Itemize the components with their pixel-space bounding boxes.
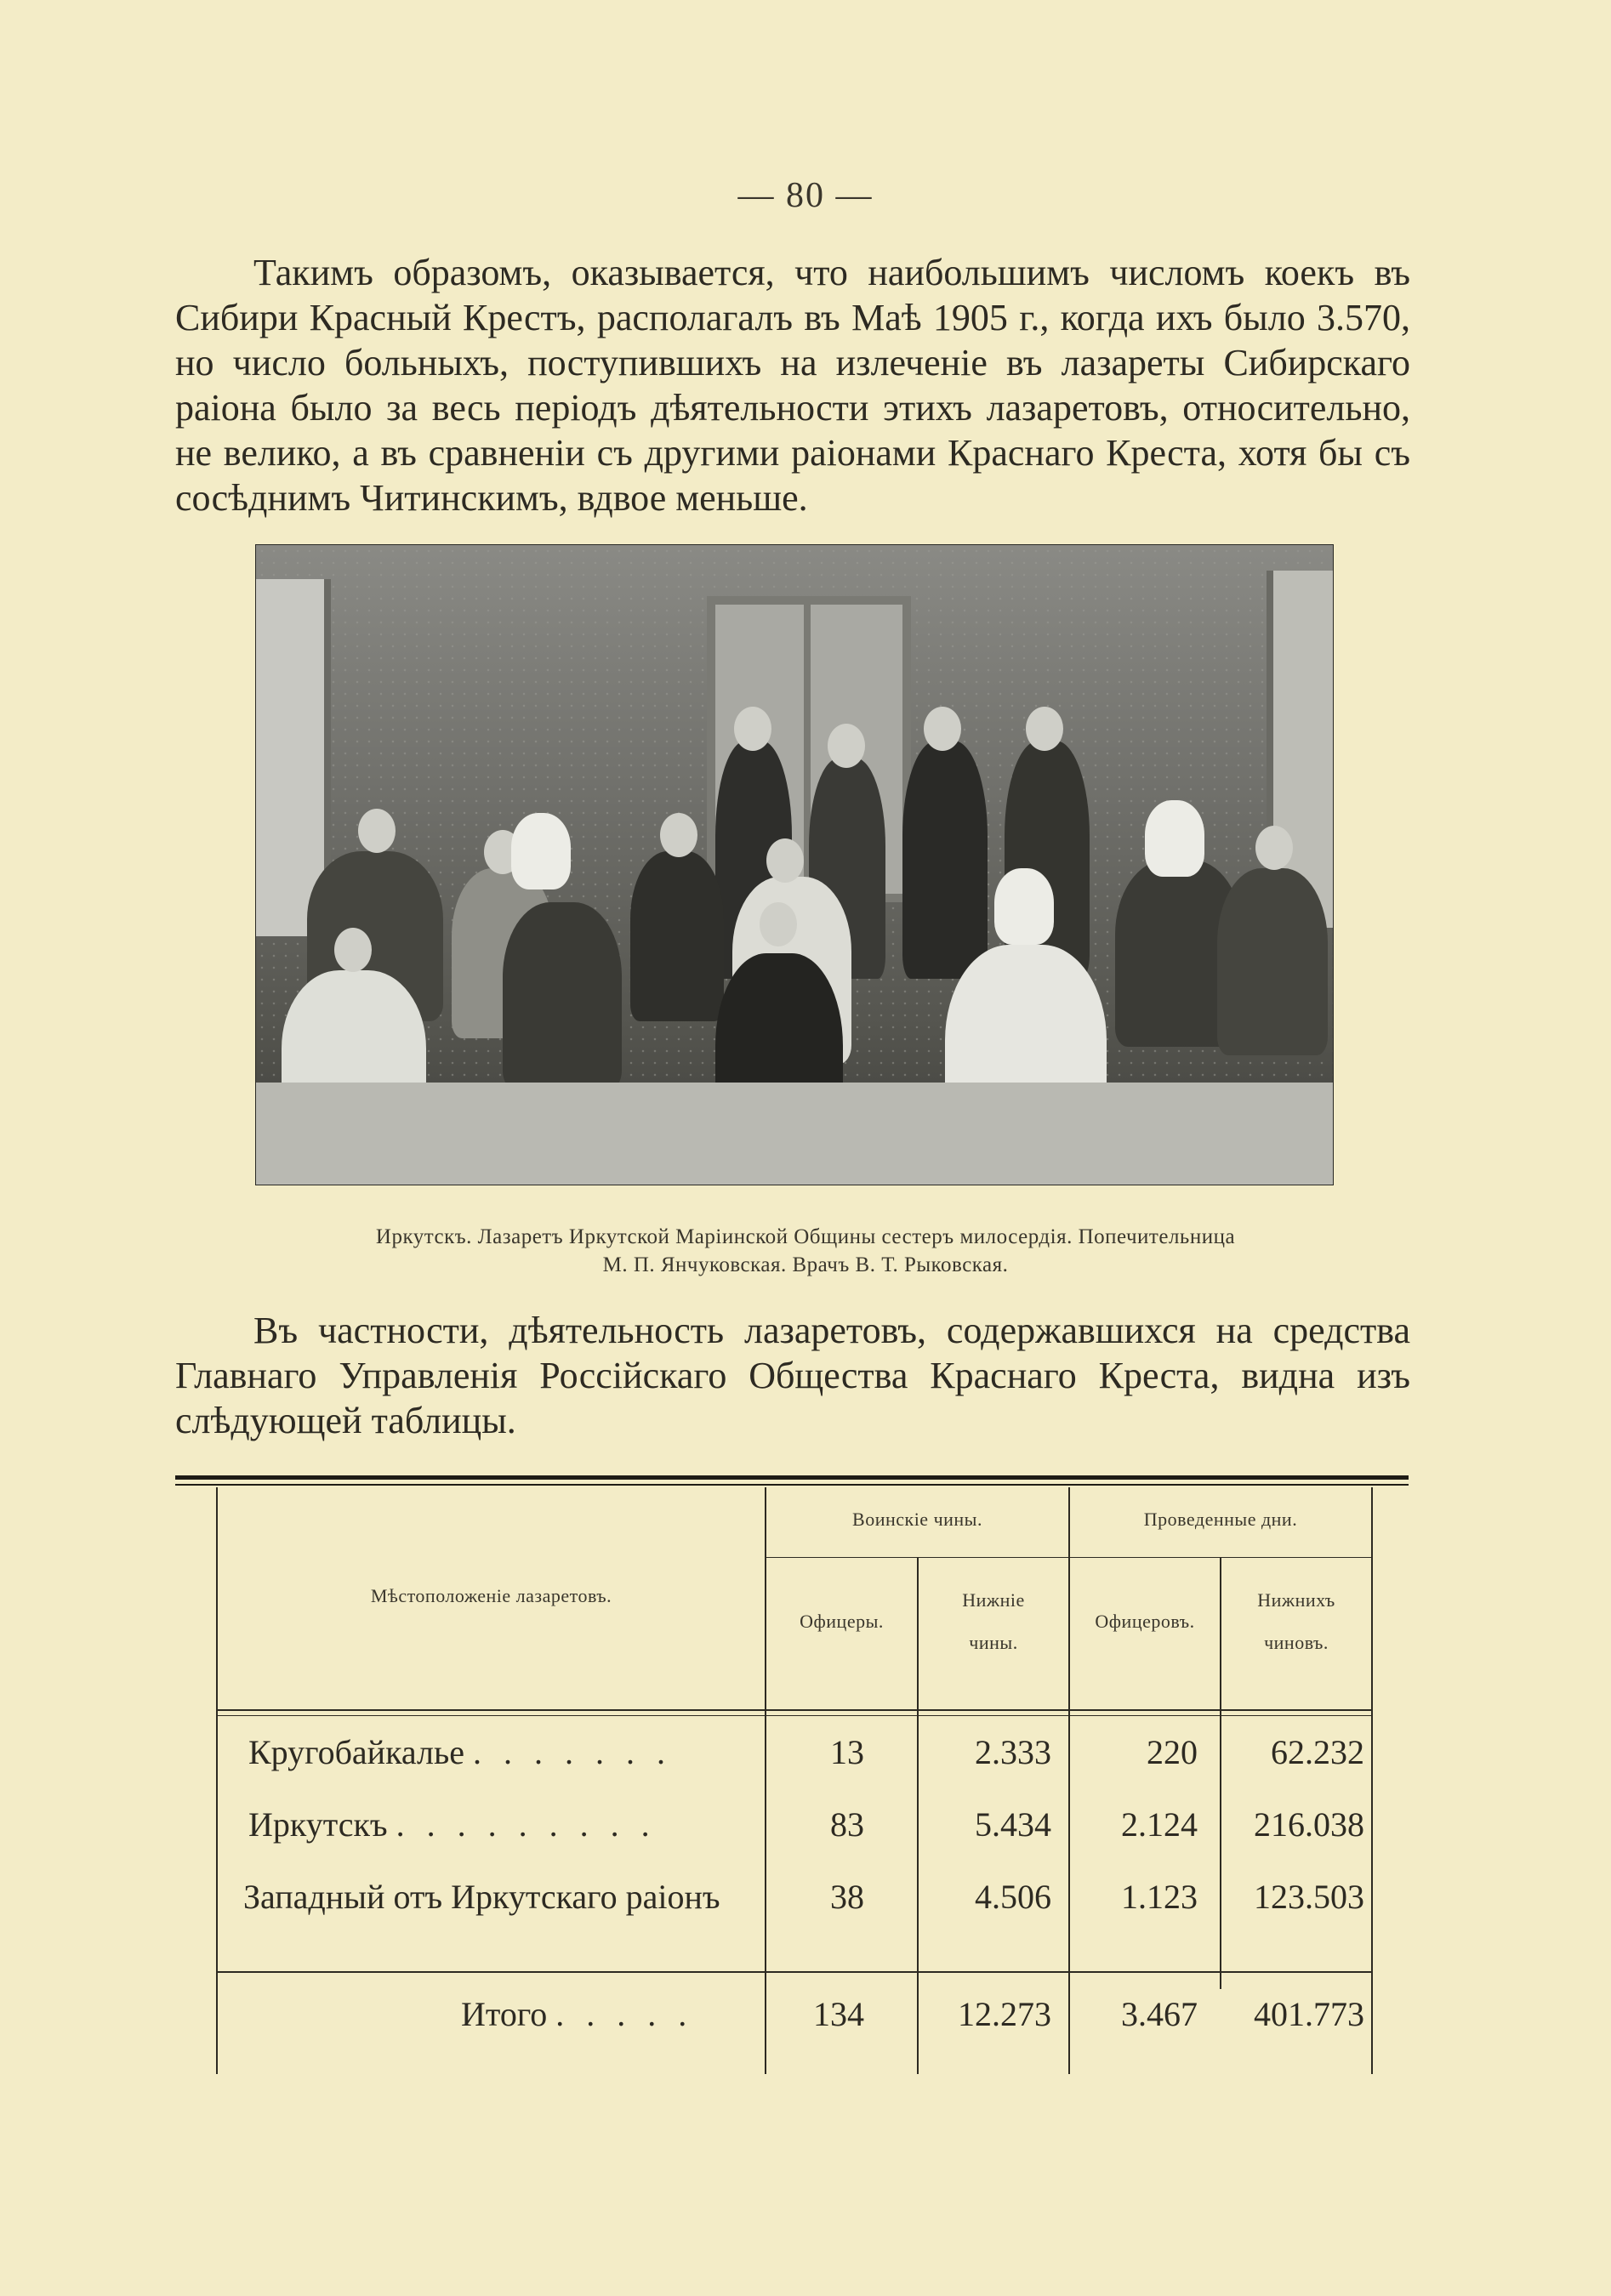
header-location: Мѣстоположеніе лазаретовъ.	[370, 1585, 612, 1606]
photo-caption-line-2: М. П. Янчуковская. Врачъ В. Т. Рыковская.	[602, 1253, 1009, 1276]
total-officer-days: 3.467	[1121, 1995, 1198, 2033]
cell-officer-days: 2.124	[1121, 1805, 1198, 1844]
cell-lower-ranks: 2.333	[975, 1733, 1051, 1771]
header-lower-days-line1: Нижнихъ	[1257, 1589, 1335, 1611]
paragraph-1-text: Такимъ образомъ, оказывается, что наибольшимъ числомъ коекъ въ Сибири Красный Крестъ, располагалъ въ Маѣ 1905 г., когда ихъ было 3.570, но число больныхъ, поступившихъ на излеченіе въ лазареты Сибирскаго раіона было за весь періодъ дѣятельности этихъ лазаретовъ, относительно, не велико, а въ сравненіи съ другими раіонами Краснаго Креста, хотя бы съ сосѣднимъ Читинскимъ, вдвое меньше.	[175, 252, 1410, 519]
page-number: — 80 —	[737, 176, 874, 215]
total-lower-days: 401.773	[1254, 1995, 1364, 2033]
header-military-ranks: Воинскіе чины.	[852, 1509, 982, 1530]
cell-lower-days: 216.038	[1254, 1805, 1364, 1844]
paragraph-2	[175, 1308, 1410, 1443]
total-officers: 134	[813, 1995, 864, 2033]
header-officers: Офицеры.	[800, 1611, 884, 1632]
table-row-name: Иркутскъ . . . . . . . . .	[248, 1805, 657, 1844]
photo-caption-line-1: Иркутскъ. Лазаретъ Иркутской Маріинской Общины сестеръ милосердія. Попечительница	[375, 1225, 1236, 1248]
cell-lower-days: 62.232	[1271, 1733, 1364, 1771]
paragraph-1	[175, 250, 1410, 520]
cell-officer-days: 1.123	[1121, 1878, 1198, 1916]
cell-lower-days: 123.503	[1254, 1878, 1364, 1916]
table-top-rule-thin	[175, 1484, 1409, 1486]
cell-officers: 13	[830, 1733, 864, 1771]
table-row-name: Кругобайкалье . . . . . . .	[248, 1733, 672, 1771]
header-lower-ranks-line1: Нижніе	[962, 1589, 1025, 1611]
table-total-name: Итого . . . . .	[461, 1995, 694, 2033]
header-lower-ranks-line2: чины.	[969, 1632, 1018, 1653]
paragraph-2-text: Въ частности, дѣятельность лазаретовъ, содержавшихся на средства Главнаго Управленія Россійскаго Общества Краснаго Креста, видна изъ слѣдующей таблицы.	[175, 1310, 1410, 1441]
header-officer-days: Офицеровъ.	[1095, 1611, 1195, 1632]
statistics-table	[175, 1475, 1409, 2079]
cell-officers: 38	[830, 1878, 864, 1916]
cell-officers: 83	[830, 1805, 864, 1844]
cell-lower-ranks: 4.506	[975, 1878, 1051, 1916]
cell-lower-ranks: 5.434	[975, 1805, 1051, 1844]
cell-officer-days: 220	[1147, 1733, 1198, 1771]
hospital-photograph	[255, 544, 1334, 1185]
table-row-name: Западный отъ Иркутскаго раіонъ	[243, 1878, 720, 1916]
header-days-spent: Проведенные дни.	[1143, 1509, 1298, 1530]
header-lower-days-line2: чиновъ.	[1264, 1632, 1329, 1653]
table-top-rule	[175, 1475, 1409, 1480]
total-lower-ranks: 12.273	[958, 1995, 1051, 2033]
